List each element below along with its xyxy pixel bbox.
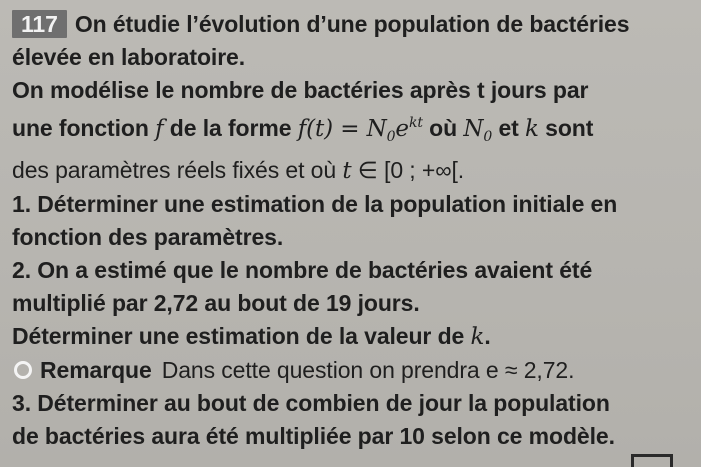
remark-line bbox=[12, 354, 683, 387]
param-n-symbol: N bbox=[463, 116, 484, 142]
page-corner-mark bbox=[631, 454, 673, 467]
exercise-line-4 bbox=[12, 107, 683, 154]
model-text-3a: des paramètres réels fixés et où bbox=[12, 157, 343, 183]
model-text-2b: de la forme bbox=[163, 115, 298, 141]
exercise-line-3 bbox=[12, 74, 683, 107]
exercise-line-5 bbox=[12, 154, 683, 188]
question-2-text-3b: . bbox=[484, 323, 491, 349]
remark-title: Remarque bbox=[40, 357, 152, 383]
question-3-text-2: de bactéries aura été multipliée par 10 selon ce modèle. bbox=[12, 423, 615, 449]
remark-circle-icon bbox=[14, 361, 32, 379]
formula-n-subscript: 0 bbox=[386, 129, 396, 145]
question-2-text-3a: Déterminer une estimation de la valeur de bbox=[12, 323, 471, 349]
exercise-line-1 bbox=[12, 8, 683, 41]
exercise-line-2 bbox=[12, 41, 683, 74]
question-2-line-3 bbox=[12, 320, 683, 354]
question-2-line-2 bbox=[12, 287, 683, 320]
model-text-1: On modélise le nombre de bactéries après t jours par bbox=[12, 77, 589, 103]
question-3-line-1 bbox=[12, 387, 683, 420]
param-k-symbol: k bbox=[525, 116, 539, 142]
formula-f: f(t) = N bbox=[297, 116, 387, 142]
variable-t-symbol: t bbox=[342, 158, 352, 184]
model-text-2e: sont bbox=[538, 115, 594, 141]
question-2-text-1: 2. On a estimé que le nombre de bactéries avaient été bbox=[12, 257, 593, 283]
question-1-line-1 bbox=[12, 188, 683, 221]
question-1-text-2: fonction des paramètres. bbox=[12, 224, 284, 250]
model-text-2c: où bbox=[422, 115, 464, 141]
model-text-2d: et bbox=[492, 115, 526, 141]
question-2-text-2: multiplié par 2,72 au bout de 19 jours. bbox=[12, 290, 420, 316]
remark-text: Dans cette question on prendra e ≈ 2,72. bbox=[161, 357, 575, 383]
question-3-text-1: 3. Déterminer au bout de combien de jour la population bbox=[12, 390, 610, 416]
question-2-k-symbol: k bbox=[470, 324, 485, 350]
function-f-symbol: f bbox=[155, 116, 164, 142]
formula-exponent: kt bbox=[408, 115, 423, 131]
intro-text-1: On étudie l’évolution d’une population de bactéries bbox=[74, 11, 630, 37]
formula-e: e bbox=[395, 116, 409, 142]
domain-text: ∈ [0 ; +∞[. bbox=[351, 157, 465, 183]
question-2-line-1 bbox=[12, 254, 683, 287]
question-1-line-2 bbox=[12, 221, 683, 254]
question-3-line-2 bbox=[12, 420, 683, 453]
model-text-2a: une fonction bbox=[12, 115, 156, 141]
intro-text-2: élevée en laboratoire. bbox=[12, 44, 246, 70]
question-1-text-1: 1. Déterminer une estimation de la population initiale en bbox=[12, 191, 618, 217]
param-n-subscript: 0 bbox=[483, 129, 493, 145]
exercise-number-badge: 117 bbox=[12, 10, 67, 38]
